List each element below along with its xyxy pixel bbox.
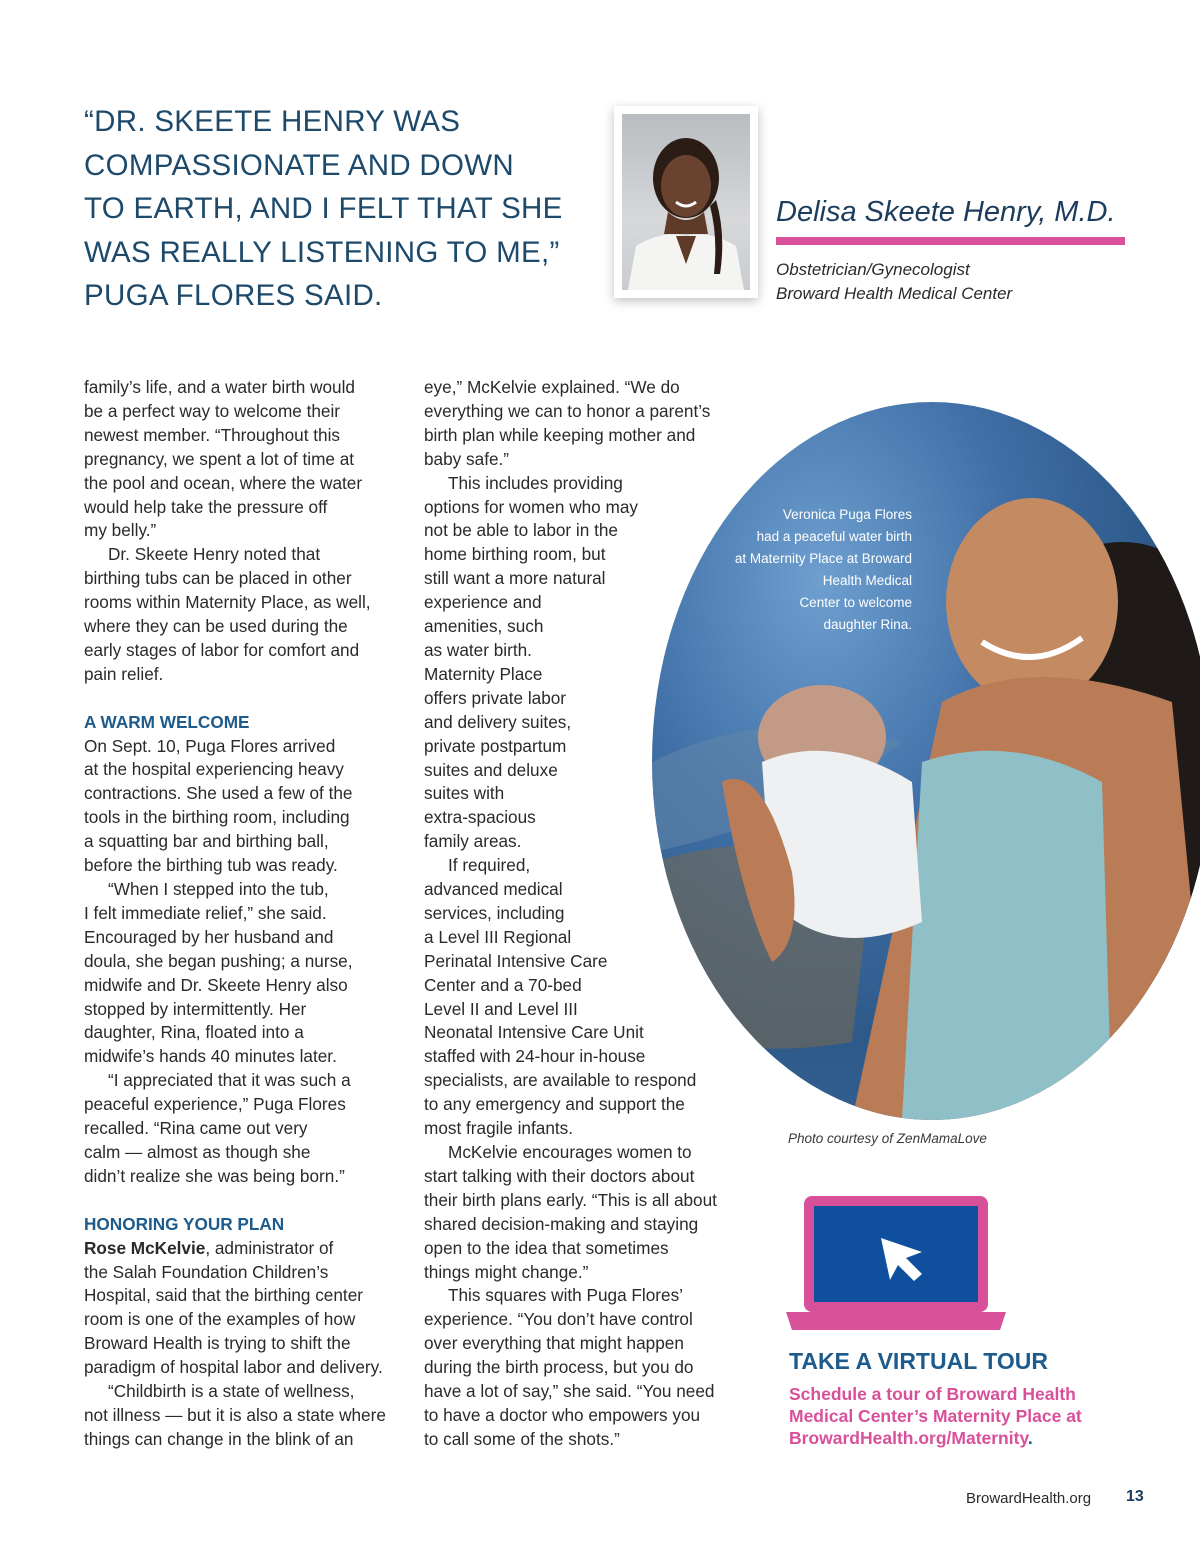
text-line: midwife’s hands 40 minutes later. (84, 1046, 337, 1067)
doctor-portrait (622, 114, 750, 290)
paragraph (424, 376, 744, 472)
paragraph (424, 1141, 744, 1284)
text-line: “When I stepped into the tub, (108, 879, 329, 900)
caption-line: daughter Rina. (823, 617, 912, 632)
pull-quote-line: COMPASSIONATE AND DOWN (84, 148, 515, 182)
maternity-tour-link[interactable]: BrowardHealth.org/Maternity (789, 1428, 1028, 1448)
paragraph (84, 376, 404, 543)
pull-quote-line: PUGA FLORES SAID. (84, 279, 383, 312)
text-line: rooms within Maternity Place, as well, (84, 592, 371, 613)
photo-credit: Photo courtesy of ZenMamaLove (788, 1131, 987, 1146)
text-line: still want a more natural (424, 568, 606, 589)
paragraph (84, 878, 404, 1069)
text-line: private postpartum (424, 735, 567, 756)
paragraph (84, 1069, 404, 1189)
text-line: This squares with Puga Flores’ (448, 1285, 683, 1306)
text-line: Perinatal Intensive Care (424, 950, 608, 971)
text-line: peaceful experience,” Puga Flores (84, 1094, 346, 1115)
text-line: specialists, are available to respond (424, 1070, 697, 1091)
text-line: eye,” McKelvie explained. “We do (424, 377, 680, 397)
text-line: pain relief. (84, 663, 164, 684)
text-line: experience and (424, 592, 542, 613)
text-line: early stages of labor for comfort and (84, 639, 360, 660)
text-line: recalled. “Rina came out very (84, 1118, 308, 1139)
text-line: midwife and Dr. Skeete Henry also (84, 974, 348, 995)
text-line: have a lot of say,” she said. “You need (424, 1381, 715, 1402)
paragraph (424, 1284, 744, 1451)
text-line: daughter, Rina, floated into a (84, 1022, 304, 1043)
subheading-honoring-plan: HONORING YOUR PLAN (84, 1213, 285, 1234)
text-line: calm — almost as though she (84, 1141, 311, 1162)
text-line: a squatting bar and birthing ball, (84, 831, 329, 852)
text-line: things can change in the blink of an (84, 1428, 354, 1449)
text-line (84, 1237, 404, 1261)
text-line: most fragile infants. (424, 1118, 574, 1139)
portrait-illustration (622, 114, 750, 290)
paragraph (84, 1380, 404, 1452)
text-line: to any emergency and support the (424, 1094, 685, 1115)
text-line: contractions. She used a few of the (84, 783, 353, 804)
text-line: Level II and Level III (424, 998, 578, 1019)
paragraph (84, 543, 404, 686)
text-line: during the birth process, but you do (424, 1357, 694, 1378)
text-line: suites with (424, 783, 505, 804)
text-line: Center and a 70-bed (424, 974, 582, 995)
text-line: as water birth. (424, 639, 532, 660)
text-line: not be able to labor in the (424, 520, 618, 541)
text-line: the pool and ocean, where the water (84, 472, 363, 493)
caption-line: Veronica Puga Flores (782, 507, 912, 522)
text-line: home birthing room, but (424, 544, 606, 565)
text-line: staffed with 24-hour in-house (424, 1046, 646, 1067)
text-line: be a perfect way to welcome their (84, 400, 341, 421)
text-line: a Level III Regional (424, 926, 572, 947)
text-line: before the birthing tub was ready. (84, 855, 338, 876)
text-line: family’s life, and a water birth would (84, 377, 355, 397)
text-line: “Childbirth is a state of wellness, (108, 1381, 355, 1402)
text-line: paradigm of hospital labor and delivery. (84, 1357, 383, 1378)
text-line: to have a doctor who empowers you (424, 1404, 701, 1425)
text-line: things might change.” (424, 1261, 589, 1282)
tour-text-line: Schedule a tour of Broward Health (789, 1384, 1076, 1404)
text-line: suites and deluxe (424, 759, 558, 780)
text-line: stopped by intermittently. Her (84, 998, 307, 1019)
tour-text-line (789, 1427, 1082, 1449)
text-line: to call some of the shots.” (424, 1428, 620, 1449)
text-line: services, including (424, 902, 565, 923)
text-line: I felt immediate relief,” she said. (84, 902, 327, 923)
text-line: the Salah Foundation Children’s (84, 1261, 329, 1282)
pull-quote (84, 100, 584, 318)
text-line: tools in the birthing room, including (84, 807, 350, 828)
doctor-specialty: Obstetrician/Gynecologist (776, 260, 970, 279)
text-line: didn’t realize she was being born.” (84, 1165, 345, 1186)
text-line: where they can be used during the (84, 616, 348, 637)
text-line: room is one of the examples of how (84, 1309, 356, 1330)
virtual-tour-text (789, 1383, 1082, 1449)
text-line: Neonatal Intensive Care Unit (424, 1022, 644, 1043)
caption-line: Center to welcome (799, 595, 912, 610)
person-name: Rose McKelvie (84, 1237, 206, 1258)
doctor-portrait-frame (614, 106, 758, 298)
text-line: Broward Health is trying to shift the (84, 1333, 351, 1354)
pull-quote-line: “DR. SKEETE HENRY WAS (84, 105, 461, 138)
text-line: extra-spacious (424, 807, 536, 828)
text-line: over everything that might happen (424, 1333, 684, 1354)
text-line: at the hospital experiencing heavy (84, 759, 344, 780)
doctor-title (776, 258, 1012, 306)
text-line: birth plan while keeping mother and (424, 424, 696, 445)
text-line: would help take the pressure off (84, 496, 328, 517)
footer-website: BrowardHealth.org (966, 1490, 1092, 1507)
text-fragment: , administrator of (205, 1237, 334, 1258)
tour-text-line: Medical Center’s Maternity Place at (789, 1406, 1082, 1426)
pull-quote-line: WAS REALLY LISTENING TO ME,” (84, 235, 560, 269)
text-line: everything we can to honor a parent’s (424, 400, 711, 421)
caption-line: at Maternity Place at Broward (734, 551, 912, 566)
text-line: amenities, such (424, 616, 544, 637)
text-line: birthing tubs can be placed in other (84, 568, 352, 589)
text-line: options for women who may (424, 496, 638, 517)
text-line: open to the idea that sometimes (424, 1237, 669, 1258)
text-line: and delivery suites, (424, 711, 572, 732)
text-line: pregnancy, we spent a lot of time at (84, 448, 355, 469)
text-line: On Sept. 10, Puga Flores arrived (84, 735, 336, 756)
text-line: my belly.” (84, 520, 157, 541)
article-column-2 (424, 376, 744, 1452)
text-line: If required, (448, 855, 531, 876)
text-line: Dr. Skeete Henry noted that (108, 544, 321, 565)
text-line: McKelvie encourages women to (448, 1142, 692, 1162)
text-line: “I appreciated that it was such a (108, 1070, 351, 1091)
doctor-name: Delisa Skeete Henry, M.D. (776, 196, 1116, 228)
text-line: Encouraged by her husband and (84, 926, 334, 947)
text-line: doula, she began pushing; a nurse, (84, 950, 353, 971)
page-number: 13 (1126, 1488, 1144, 1505)
text-line: Maternity Place (424, 663, 543, 684)
text-line: family areas. (424, 831, 522, 852)
subheading-warm-welcome: A WARM WELCOME (84, 711, 250, 732)
text-line: offers private labor (424, 687, 567, 708)
text-line: experience. “You don’t have control (424, 1309, 693, 1330)
text-line: This includes providing (448, 472, 623, 493)
text-line: newest member. “Throughout this (84, 424, 341, 445)
doctor-hospital: Broward Health Medical Center (776, 284, 1013, 303)
article-column-1 (84, 376, 404, 1452)
laptop-cursor-icon[interactable] (786, 1190, 1006, 1332)
paragraph (424, 472, 744, 855)
text-line: their birth plans early. “This is all about (424, 1189, 717, 1210)
text-line: Hospital, said that the birthing center (84, 1285, 363, 1306)
virtual-tour-heading: TAKE A VIRTUAL TOUR (789, 1348, 1048, 1374)
tour-period: . (1027, 1428, 1033, 1448)
text-line: baby safe.” (424, 448, 510, 469)
caption-line: Health Medical (822, 573, 912, 588)
text-line: advanced medical (424, 879, 563, 900)
paragraph (424, 854, 744, 1141)
text-line: shared decision-making and staying (424, 1213, 699, 1234)
paragraph (84, 735, 404, 878)
text-line: not illness — but it is also a state where (84, 1404, 386, 1425)
pull-quote-line: TO EARTH, AND I FELT THAT SHE (84, 192, 563, 225)
caption-line: had a peaceful water birth (756, 529, 912, 544)
doctor-name-rule (776, 237, 1125, 245)
text-line: start talking with their doctors about (424, 1165, 695, 1186)
paragraph (84, 1237, 404, 1380)
